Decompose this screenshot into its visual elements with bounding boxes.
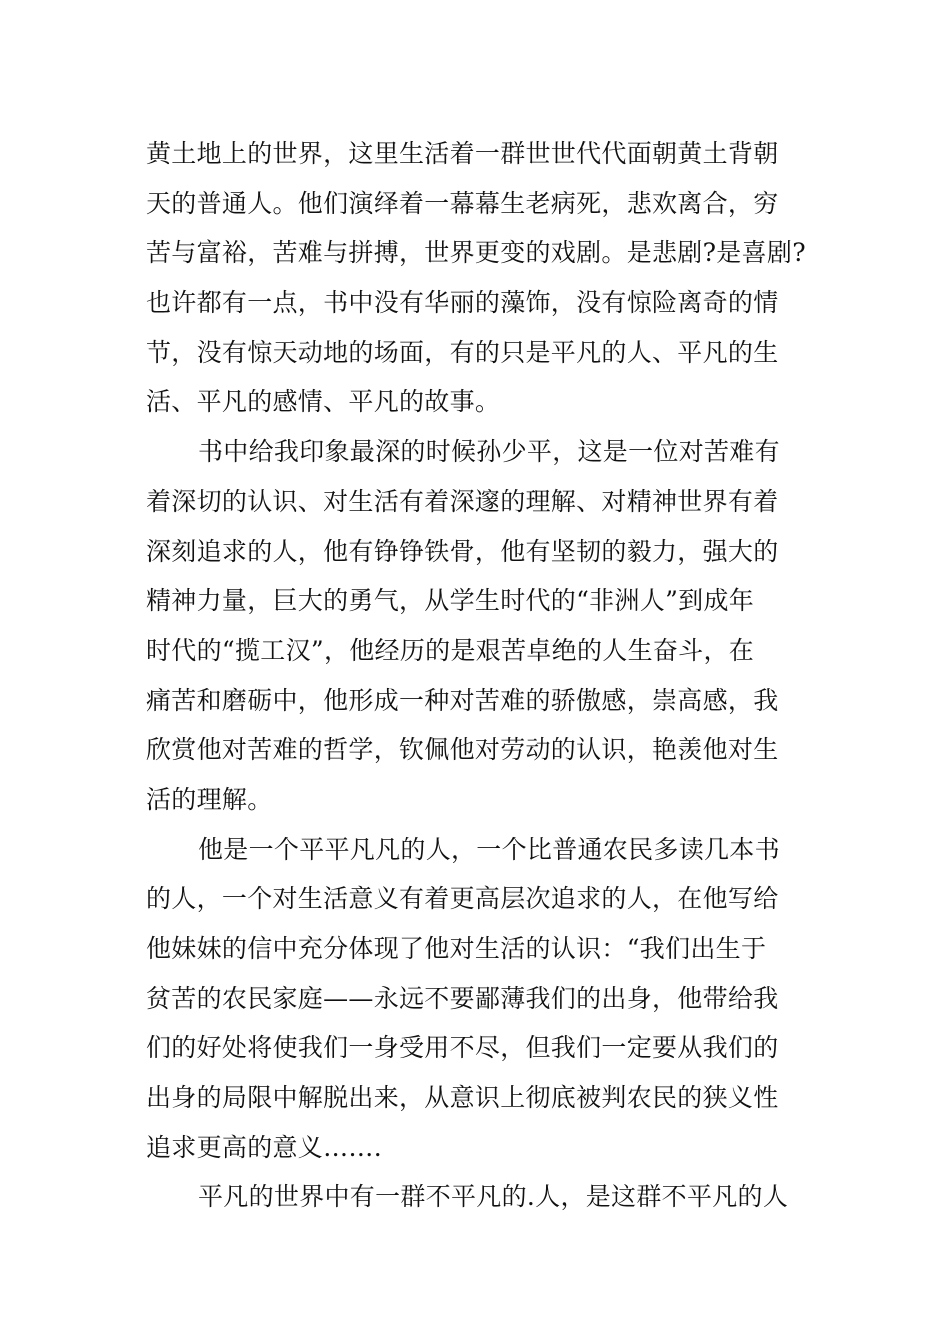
- text-line: 深刻追求的人，他有铮铮铁骨，他有坚韧的毅力，强大的: [146, 536, 779, 566]
- text-line: 的人，一个对生活意义有着更高层次追求的人，在他写给: [146, 884, 779, 914]
- text-line: 黄土地上的世界，这里生活着一群世世代代面朝黄土背朝: [146, 139, 779, 168]
- paragraph-start-line: 书中给我印象最深的时候孙少平，这是一位对苦难有: [198, 437, 780, 467]
- text-line: 节，没有惊天动地的场面，有的只是平凡的人、平凡的生: [146, 337, 779, 367]
- text-line: 也许都有一点，书中没有华丽的藻饰，没有惊险离奇的情: [146, 288, 779, 318]
- paragraph-start-line: 平凡的世界中有一群不平凡的.人，是这群不平凡的人: [198, 1182, 789, 1212]
- text-line: 出身的局限中解脱出来，从意识上彻底被判农民的狭义性: [146, 1083, 779, 1113]
- text-line: 们的好处将使我们一身受用不尽，但我们一定要从我们的: [146, 1033, 779, 1063]
- text-line: 活的理解。: [146, 784, 273, 814]
- text-line: 欣赏他对苦难的哲学，钦佩他对劳动的认识，艳羡他对生: [146, 735, 779, 765]
- text-line: 天的普通人。他们演绎着一幕幕生老病死，悲欢离合，穷: [146, 188, 779, 218]
- paragraph-start-line: 他是一个平平凡凡的人，一个比普通农民多读几本书: [198, 834, 780, 864]
- document-body: [146, 129, 826, 1222]
- text-line: 贫苦的农民家庭——永远不要鄙薄我们的出身，他带给我: [146, 983, 779, 1013]
- text-line: 活、平凡的感情、平凡的故事。: [146, 387, 501, 417]
- text-line: 他妹妹的信中充分体现了他对生活的认识：“我们出生于: [146, 934, 767, 963]
- text-line: 苦与富裕，苦难与拼搏，世界更变的戏剧。是悲剧?是喜剧?: [146, 238, 806, 268]
- text-line: 精神力量，巨大的勇气，从学生时代的“非洲人”到成年: [146, 586, 755, 616]
- text-line: 痛苦和磨砺中，他形成一种对苦难的骄傲感，崇高感，我: [146, 685, 779, 715]
- text-line: 追求更高的意义…….: [146, 1132, 382, 1162]
- text-line: 着深切的认识、对生活有着深邃的理解、对精神世界有着: [146, 486, 779, 516]
- text-line: 时代的“揽工汉”，他经历的是艰苦卓绝的人生奋斗，在: [146, 635, 755, 665]
